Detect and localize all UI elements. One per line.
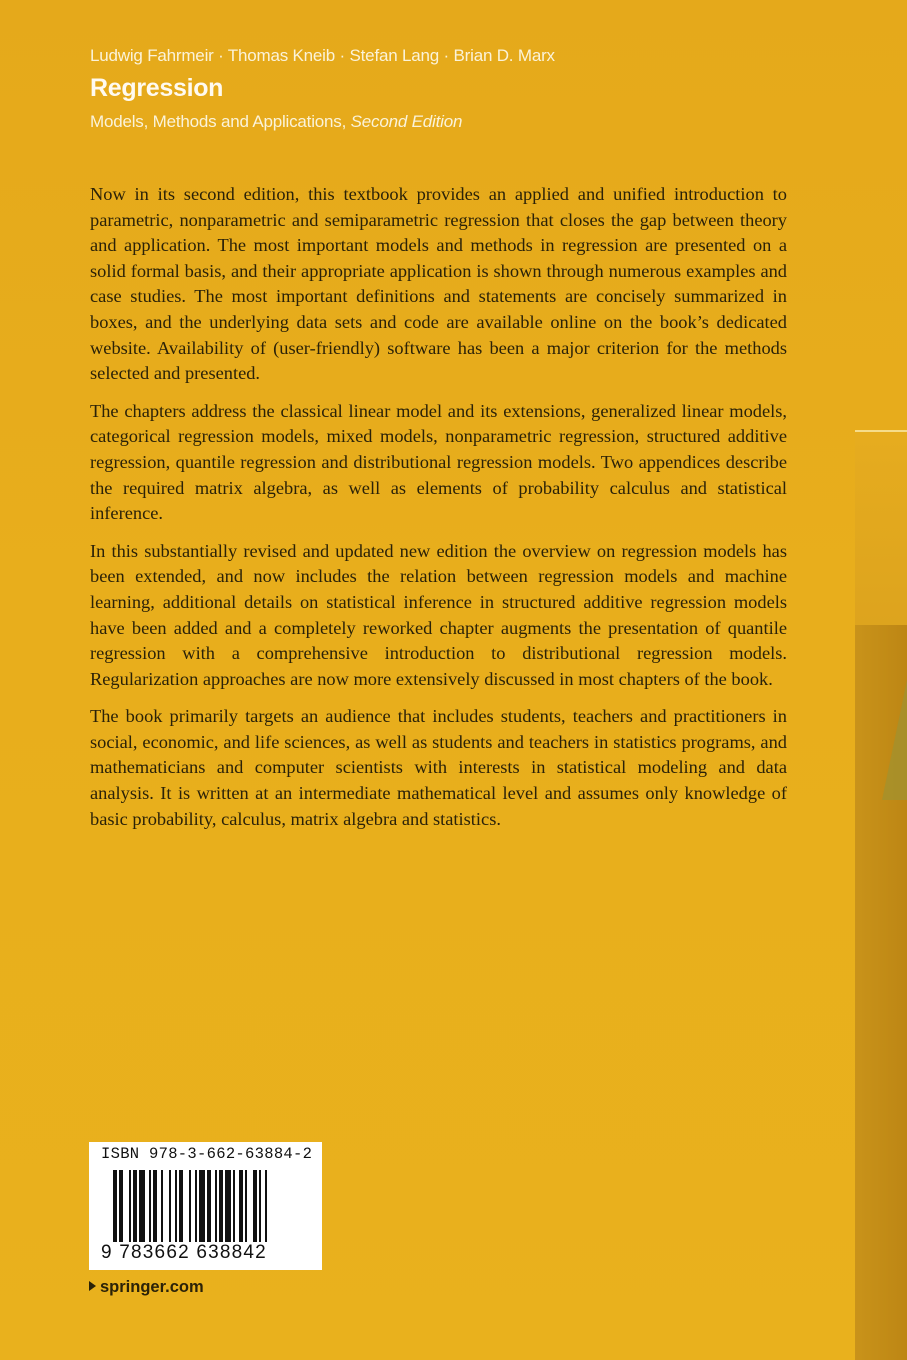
blurb-paragraph: The chapters address the classical linear model and its extensions, generalized linear models, categorical regression models, mixed models, nonparametric regression, structured additive regression, quantile regression and distributional regression models. Two appendices describe the required matrix algebra, as well as elements of probability calculus and statistical inference. xyxy=(90,400,787,524)
publisher-link[interactable] xyxy=(89,1278,204,1297)
blurb-paragraph: In this substantially revised and updated new edition the overview on regression models has been extended, and now includes the relation between regression models and machine learning, additional details on statistical inference in structured additive regression models have been added and a completely reworked chapter augments the presentation of quantile regression with a comprehensive introduction to distributional regression models. Regularization approaches are now more extensively discussed in most chapters of the book. xyxy=(90,540,787,689)
subtitle-edition: Second Edition xyxy=(350,112,463,131)
isbn-barcode-box xyxy=(89,1142,322,1270)
spine-triangle-shape xyxy=(882,680,907,800)
blurb-paragraph: Now in its second edition, this textbook provides an applied and unified introduction to parametric, nonparametric and semiparametric regression that closes the gap between theory and application. The most important models and methods in regression are presented on a solid formal basis, and their appropriate application is shown through numerous examples and case studies. The most important definitions and statements are concisely summarized in boxes, and the underlying data sets and code are available online on the book’s dedicated website. Availability of (user-friendly) software has been a major criterion for the methods selected and presented. xyxy=(90,184,787,384)
publisher-url: springer.com xyxy=(100,1278,204,1296)
book-subtitle xyxy=(90,112,462,132)
triangle-right-icon xyxy=(89,1281,96,1291)
isbn-label: ISBN 978-3-662-63884-2 xyxy=(101,1145,313,1163)
authors: Ludwig Fahrmeir · Thomas Kneib · Stefan Lang · Brian D. Marx xyxy=(90,46,555,65)
blurb-paragraph: The book primarily targets an audience that includes students, teachers and practitioners in social, economic, and life sciences, as well as students and teachers in statistics programs, and mathematicians and computer scientists with interests in statistical modeling and data analysis. It is written at an intermediate mathematical level and assumes only knowledge of basic probability, calculus, matrix algebra and statistics. xyxy=(90,706,787,829)
barcode-digits: 9 783662 638842 xyxy=(101,1242,267,1263)
book-title: Regression xyxy=(90,74,224,102)
subtitle-main: Models, Methods and Applications, xyxy=(90,112,347,131)
blurb-text xyxy=(90,182,787,844)
spine-highlight-line xyxy=(855,430,907,432)
